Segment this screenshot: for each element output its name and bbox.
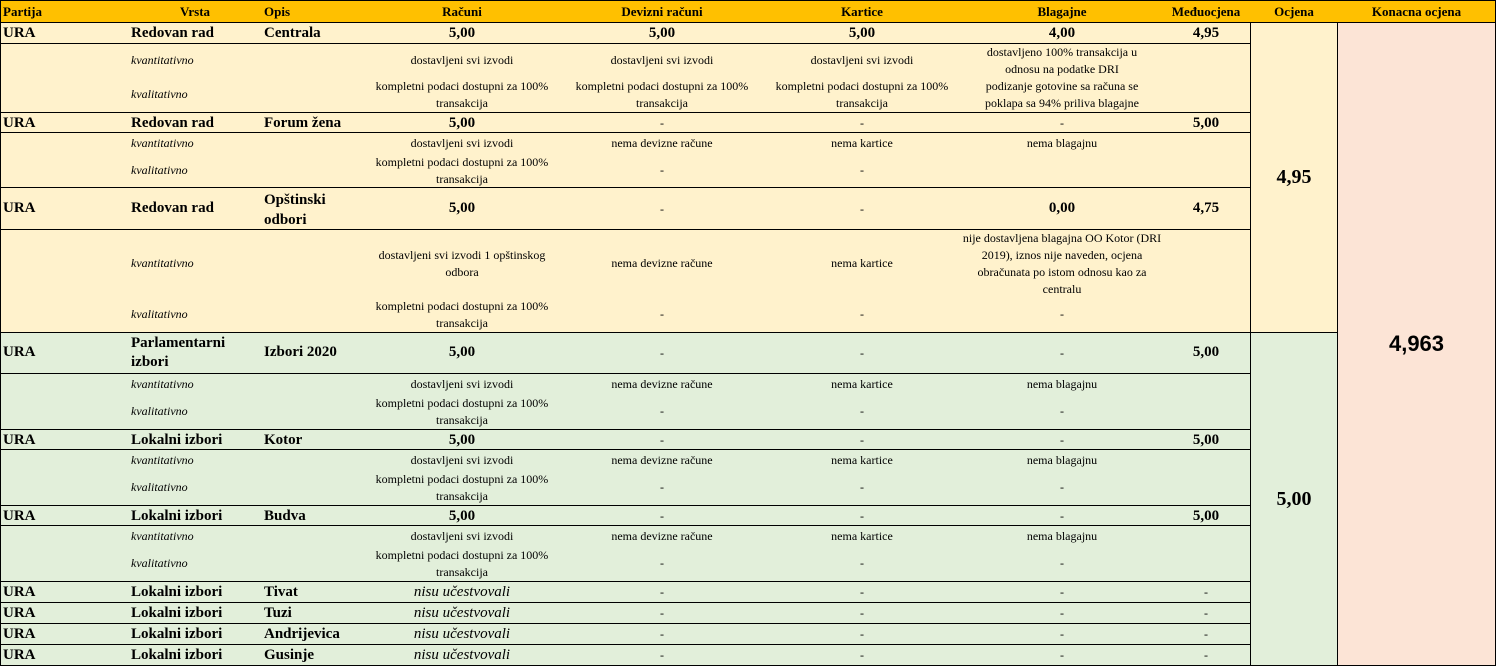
kvalitativno-blagajne: podizanje gotovine sa računa se poklapa sa 94% priliva blagajne (985, 79, 1139, 110)
kvalitativno-kartice: - (860, 163, 864, 177)
cell-blagajne: - (1060, 116, 1064, 130)
cell-opis: Forum žena (264, 115, 342, 131)
cell-meduocjena: - (1204, 648, 1208, 662)
kvalitativno-racuni: kompletni podaci dostupni za 100% transakcija (375, 396, 549, 427)
kvantitativno-label: kvantitativno (131, 377, 194, 391)
kvantitativno-racuni: dostavljeni svi izvodi (410, 453, 514, 467)
cell-meduocjena: 4,95 (1192, 25, 1220, 41)
kvantitativno-label: kvantitativno (131, 529, 194, 543)
cell-blagajne: - (1060, 509, 1064, 523)
cell-racuni: nisu učestvovali (413, 584, 511, 600)
cell-racuni: 5,00 (448, 432, 476, 448)
kvantitativno-blagajne: nije dostavljena blagajna OO Kotor (DRI 2019), iznos nije naveden, ocjena obračunata po istom odnosu kao za centralu (962, 231, 1162, 296)
cell-devizni: - (660, 606, 664, 620)
kvantitativno-kartice: nema kartice (831, 529, 893, 543)
header-opis: Opis (264, 4, 291, 19)
kvantitativno-racuni: dostavljeni svi izvodi (410, 53, 514, 67)
cell-partija: URA (3, 432, 36, 448)
cell-devizni: - (660, 509, 664, 523)
cell-racuni: nisu učestvovali (413, 647, 511, 663)
cell-vrsta: Parlamentarni izbori (131, 335, 226, 370)
cell-meduocjena: - (1204, 627, 1208, 641)
cell-kartice: - (860, 648, 864, 662)
ocjena-redovan-rad: 4,95 (1276, 166, 1312, 188)
kvantitativno-racuni: dostavljeni svi izvodi (410, 136, 514, 150)
cell-kartice: - (860, 346, 864, 360)
kvalitativno-blagajne: - (1060, 480, 1064, 494)
cell-kartice: - (860, 606, 864, 620)
cell-opis: Centrala (264, 25, 321, 41)
cell-vrsta: Lokalni izbori (131, 626, 223, 642)
kvalitativno-kartice: - (860, 480, 864, 494)
cell-blagajne: - (1060, 433, 1064, 447)
kvantitativno-blagajne: dostavljeno 100% transakcija u odnosu na podatke DRI (986, 45, 1138, 76)
cell-meduocjena: 5,00 (1192, 344, 1220, 360)
kvantitativno-devizni: dostavljeni svi izvodi (610, 53, 714, 67)
cell-partija: URA (3, 344, 36, 360)
cell-blagajne: - (1060, 606, 1064, 620)
kvalitativno-blagajne: - (1060, 307, 1064, 321)
kvalitativno-racuni: kompletni podaci dostupni za 100% transakcija (375, 155, 549, 186)
cell-racuni: nisu učestvovali (413, 605, 511, 621)
cell-partija: URA (3, 626, 36, 642)
kvantitativno-devizni: nema devizne račune (611, 136, 713, 150)
cell-kartice: 5,00 (848, 25, 876, 41)
cell-devizni: - (660, 648, 664, 662)
cell-blagajne: - (1060, 648, 1064, 662)
cell-blagajne: 0,00 (1048, 200, 1076, 216)
cell-meduocjena: - (1204, 585, 1208, 599)
cell-racuni: 5,00 (448, 25, 476, 41)
cell-meduocjena: 5,00 (1192, 432, 1220, 448)
cell-meduocjena: 4,75 (1192, 200, 1220, 216)
kvalitativno-kartice: - (860, 404, 864, 418)
cell-vrsta: Redovan rad (131, 200, 214, 216)
kvantitativno-kartice: nema kartice (831, 136, 893, 150)
kvantitativno-label: kvantitativno (131, 453, 194, 467)
cell-racuni: nisu učestvovali (413, 626, 511, 642)
cell-vrsta: Lokalni izbori (131, 605, 223, 621)
cell-blagajne: 4,00 (1048, 25, 1076, 41)
kvalitativno-label: kvalitativno (131, 480, 188, 494)
cell-racuni: 5,00 (448, 200, 476, 216)
cell-kartice: - (860, 202, 864, 216)
cell-devizni: - (660, 202, 664, 216)
cell-partija: URA (3, 200, 36, 216)
cell-meduocjena: - (1204, 606, 1208, 620)
kvantitativno-label: kvantitativno (131, 136, 194, 150)
cell-devizni: - (660, 433, 664, 447)
header-blagajne: Blagajne (1037, 4, 1087, 19)
kvalitativno-devizni: - (660, 480, 664, 494)
cell-vrsta: Lokalni izbori (131, 432, 223, 448)
kvantitativno-racuni: dostavljeni svi izvodi (410, 529, 514, 543)
cell-opis: Andrijevica (264, 626, 340, 642)
kvantitativno-kartice: nema kartice (831, 453, 893, 467)
kvantitativno-blagajne: nema blagajnu (1026, 136, 1098, 150)
cell-partija: URA (3, 605, 36, 621)
cell-blagajne: - (1060, 627, 1064, 641)
cell-vrsta: Lokalni izbori (131, 584, 223, 600)
kvalitativno-devizni: kompletni podaci dostupni za 100% transakcija (575, 79, 749, 110)
cell-vrsta: Lokalni izbori (131, 647, 223, 663)
kvalitativno-blagajne: - (1060, 556, 1064, 570)
cell-devizni: - (660, 116, 664, 130)
cell-racuni: 5,00 (448, 115, 476, 131)
cell-partija: URA (3, 647, 36, 663)
cell-opis: Budva (264, 508, 306, 524)
cell-racuni: 5,00 (448, 344, 476, 360)
kvantitativno-kartice: dostavljeni svi izvodi (810, 53, 914, 67)
header-devizni: Devizni računi (621, 4, 703, 19)
cell-kartice: - (860, 627, 864, 641)
kvalitativno-kartice: kompletni podaci dostupni za 100% transakcija (775, 79, 949, 110)
kvantitativno-label: kvantitativno (131, 256, 194, 270)
kvalitativno-racuni: kompletni podaci dostupni za 100% transakcija (375, 79, 549, 110)
cell-partija: URA (3, 584, 36, 600)
cell-opis: Tuzi (264, 605, 292, 621)
kvalitativno-label: kvalitativno (131, 404, 188, 418)
kvalitativno-label: kvalitativno (131, 163, 188, 177)
cell-blagajne: - (1060, 585, 1064, 599)
cell-kartice: - (860, 433, 864, 447)
header-partija: Partija (3, 4, 42, 19)
cell-partija: URA (3, 115, 36, 131)
kvantitativno-blagajne: nema blagajnu (1026, 377, 1098, 391)
header-racuni: Računi (442, 4, 482, 19)
kvantitativno-devizni: nema devizne račune (611, 453, 713, 467)
kvalitativno-kartice: - (860, 307, 864, 321)
cell-devizni: 5,00 (648, 25, 676, 41)
kvalitativno-racuni: kompletni podaci dostupni za 100% transakcija (375, 472, 549, 503)
header-konacna: Konacna ocjena (1371, 4, 1462, 19)
kvantitativno-kartice: nema kartice (831, 256, 893, 270)
kvalitativno-devizni: - (660, 307, 664, 321)
cell-devizni: - (660, 627, 664, 641)
cell-blagajne: - (1060, 346, 1064, 360)
cell-opis: Kotor (264, 432, 303, 448)
cell-meduocjena: 5,00 (1192, 115, 1220, 131)
kvalitativno-label: kvalitativno (131, 307, 188, 321)
kvalitativno-racuni: kompletni podaci dostupni za 100% transakcija (375, 299, 549, 330)
cell-devizni: - (660, 585, 664, 599)
cell-opis: Izbori 2020 (264, 344, 337, 360)
ocjena-izbori: 5,00 (1276, 488, 1312, 510)
kvantitativno-devizni: nema devizne račune (611, 529, 713, 543)
cell-kartice: - (860, 116, 864, 130)
kvalitativno-devizni: - (660, 556, 664, 570)
kvalitativno-blagajne: - (1060, 404, 1064, 418)
kvalitativno-devizni: - (660, 163, 664, 177)
header-kartice: Kartice (841, 4, 883, 19)
cell-kartice: - (860, 509, 864, 523)
kvantitativno-label: kvantitativno (131, 53, 194, 67)
header-vrsta: Vrsta (179, 4, 211, 19)
cell-partija: URA (3, 25, 36, 41)
cell-vrsta: Redovan rad (131, 115, 214, 131)
kvalitativno-label: kvalitativno (131, 87, 188, 101)
kvantitativno-blagajne: nema blagajnu (1026, 529, 1098, 543)
kvantitativno-devizni: nema devizne račune (611, 256, 713, 270)
kvantitativno-blagajne: nema blagajnu (1026, 453, 1098, 467)
cell-vrsta: Lokalni izbori (131, 508, 223, 524)
kvantitativno-devizni: nema devizne račune (611, 377, 713, 391)
kvantitativno-racuni: dostavljeni svi izvodi 1 opštinskog odbora (378, 248, 546, 279)
konacna-ocjena-value: 4,963 (1388, 331, 1445, 356)
cell-opis: Opštinski odbori (264, 192, 326, 228)
cell-kartice: - (860, 585, 864, 599)
cell-opis: Gusinje (264, 647, 315, 663)
kvalitativno-kartice: - (860, 556, 864, 570)
cell-racuni: 5,00 (448, 508, 476, 524)
kvantitativno-kartice: nema kartice (831, 377, 893, 391)
header-meduocjena: Međuocjena (1171, 4, 1241, 19)
cell-devizni: - (660, 346, 664, 360)
cell-meduocjena: 5,00 (1192, 508, 1220, 524)
kvalitativno-racuni: kompletni podaci dostupni za 100% transakcija (375, 548, 549, 579)
kvalitativno-devizni: - (660, 404, 664, 418)
cell-vrsta: Redovan rad (131, 25, 214, 41)
cell-opis: Tivat (264, 584, 298, 600)
kvalitativno-label: kvalitativno (131, 556, 188, 570)
cell-partija: URA (3, 508, 36, 524)
kvantitativno-racuni: dostavljeni svi izvodi (410, 377, 514, 391)
header-ocjena: Ocjena (1274, 4, 1314, 19)
